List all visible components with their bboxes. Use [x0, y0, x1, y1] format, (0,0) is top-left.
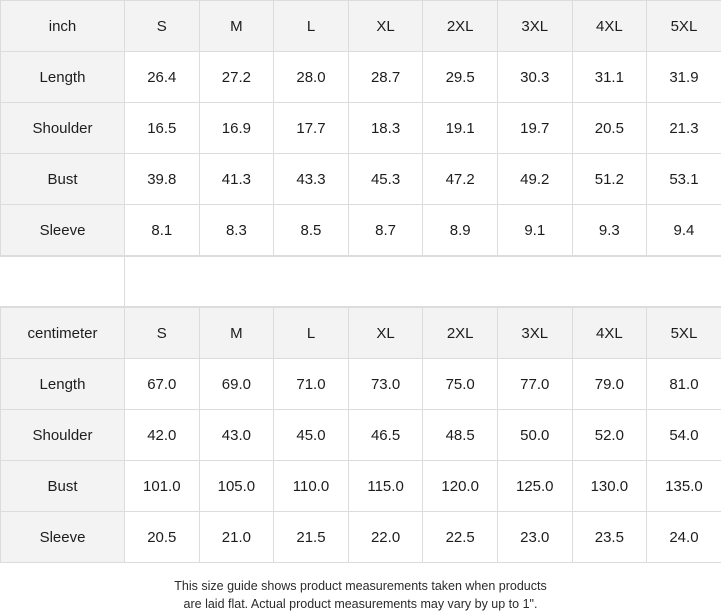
measure-value: 19.7	[497, 103, 572, 154]
measure-value: 31.9	[647, 52, 721, 103]
measure-value: 26.4	[125, 52, 200, 103]
measure-value: 67.0	[125, 359, 200, 410]
measure-value: 43.3	[274, 154, 349, 205]
table-row	[1, 512, 721, 563]
measure-value: 75.0	[423, 359, 498, 410]
measure-label-length: Length	[1, 52, 125, 103]
measure-value: 47.2	[423, 154, 498, 205]
measure-value: 28.0	[274, 52, 349, 103]
measure-value: 45.3	[348, 154, 423, 205]
measure-value: 115.0	[348, 461, 423, 512]
measure-value: 81.0	[647, 359, 721, 410]
size-header-l: L	[274, 1, 349, 52]
measure-value: 23.0	[497, 512, 572, 563]
measure-value: 130.0	[572, 461, 647, 512]
size-header-3xl: 3XL	[497, 1, 572, 52]
measure-value: 71.0	[274, 359, 349, 410]
table-row	[1, 52, 721, 103]
size-header-xl: XL	[348, 308, 423, 359]
table-row	[1, 205, 721, 256]
measure-value: 120.0	[423, 461, 498, 512]
measure-value: 48.5	[423, 410, 498, 461]
size-header-4xl: 4XL	[572, 1, 647, 52]
size-header-s: S	[125, 308, 200, 359]
measure-label-shoulder: Shoulder	[1, 103, 125, 154]
measure-value: 73.0	[348, 359, 423, 410]
measure-value: 23.5	[572, 512, 647, 563]
measure-label-length: Length	[1, 359, 125, 410]
unit-label-centimeter: centimeter	[1, 308, 125, 359]
table-row	[1, 359, 721, 410]
disclaimer-line-2: are laid flat. Actual product measurements may vary by up to 1".	[0, 595, 721, 613]
table-row	[1, 410, 721, 461]
measure-value: 8.5	[274, 205, 349, 256]
measure-value: 29.5	[423, 52, 498, 103]
measure-value: 39.8	[125, 154, 200, 205]
measure-value: 30.3	[497, 52, 572, 103]
measure-value: 9.1	[497, 205, 572, 256]
size-header-5xl: 5XL	[647, 1, 721, 52]
measure-value: 77.0	[497, 359, 572, 410]
measure-value: 135.0	[647, 461, 721, 512]
measure-value: 79.0	[572, 359, 647, 410]
size-header-5xl: 5XL	[647, 308, 721, 359]
size-header-2xl: 2XL	[423, 1, 498, 52]
size-guide-disclaimer	[0, 563, 721, 613]
measure-value: 21.0	[199, 512, 274, 563]
table-row	[1, 103, 721, 154]
measure-label-bust: Bust	[1, 154, 125, 205]
measure-value: 110.0	[274, 461, 349, 512]
measure-value: 16.5	[125, 103, 200, 154]
disclaimer-line-1: This size guide shows product measurements taken when products	[0, 577, 721, 595]
measure-value: 22.0	[348, 512, 423, 563]
measure-value: 51.2	[572, 154, 647, 205]
measure-value: 8.1	[125, 205, 200, 256]
measure-value: 16.9	[199, 103, 274, 154]
measure-value: 69.0	[199, 359, 274, 410]
measure-value: 20.5	[572, 103, 647, 154]
separator-left-cell	[0, 257, 124, 307]
measure-value: 8.7	[348, 205, 423, 256]
measure-value: 53.1	[647, 154, 721, 205]
measure-value: 43.0	[199, 410, 274, 461]
size-header-2xl: 2XL	[423, 308, 498, 359]
measure-value: 27.2	[199, 52, 274, 103]
size-header-xl: XL	[348, 1, 423, 52]
measure-value: 28.7	[348, 52, 423, 103]
measure-value: 19.1	[423, 103, 498, 154]
measure-value: 49.2	[497, 154, 572, 205]
measure-value: 9.3	[572, 205, 647, 256]
size-header-m: M	[199, 1, 274, 52]
measure-value: 101.0	[125, 461, 200, 512]
size-table-inch	[0, 0, 721, 256]
measure-value: 8.3	[199, 205, 274, 256]
measure-value: 50.0	[497, 410, 572, 461]
measure-label-sleeve: Sleeve	[1, 205, 125, 256]
table-separator-row	[0, 256, 721, 307]
measure-value: 17.7	[274, 103, 349, 154]
size-header-4xl: 4XL	[572, 308, 647, 359]
separator-right-cell	[124, 257, 721, 307]
measure-value: 45.0	[274, 410, 349, 461]
measure-value: 54.0	[647, 410, 721, 461]
measure-label-sleeve: Sleeve	[1, 512, 125, 563]
size-header-3xl: 3XL	[497, 308, 572, 359]
measure-value: 21.5	[274, 512, 349, 563]
measure-value: 52.0	[572, 410, 647, 461]
unit-label-inch: inch	[1, 1, 125, 52]
measure-label-shoulder: Shoulder	[1, 410, 125, 461]
measure-value: 20.5	[125, 512, 200, 563]
measure-value: 125.0	[497, 461, 572, 512]
measure-value: 42.0	[125, 410, 200, 461]
measure-value: 31.1	[572, 52, 647, 103]
measure-value: 9.4	[647, 205, 721, 256]
size-table-centimeter	[0, 307, 721, 563]
table-row	[1, 154, 721, 205]
measure-value: 22.5	[423, 512, 498, 563]
measure-value: 24.0	[647, 512, 721, 563]
size-header-l: L	[274, 308, 349, 359]
measure-value: 21.3	[647, 103, 721, 154]
table-row	[1, 461, 721, 512]
size-header-s: S	[125, 1, 200, 52]
size-header-m: M	[199, 308, 274, 359]
table-header-row	[1, 1, 721, 52]
measure-value: 18.3	[348, 103, 423, 154]
measure-value: 41.3	[199, 154, 274, 205]
measure-value: 8.9	[423, 205, 498, 256]
measure-value: 105.0	[199, 461, 274, 512]
table-header-row	[1, 308, 721, 359]
measure-value: 46.5	[348, 410, 423, 461]
measure-label-bust: Bust	[1, 461, 125, 512]
